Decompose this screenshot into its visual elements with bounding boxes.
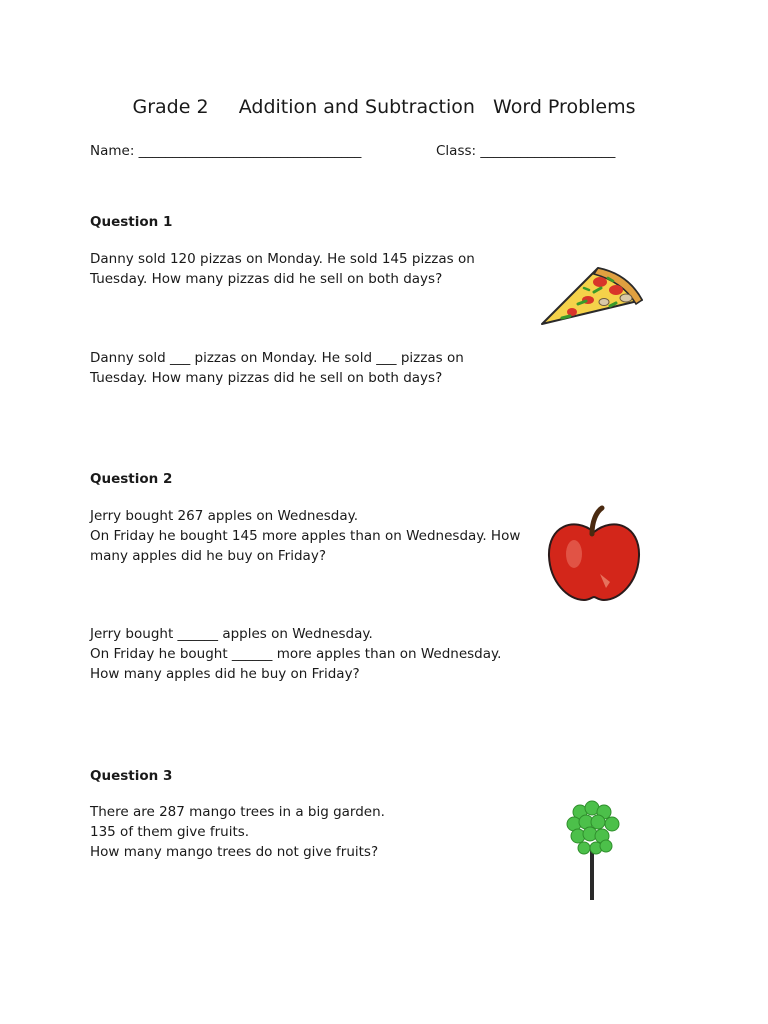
apple-icon — [544, 504, 644, 604]
problem-line: 135 of them give fruits. — [90, 824, 250, 840]
template-line: How many apples did he buy on Friday? — [90, 666, 360, 682]
question-3-heading: Question 3 — [90, 768, 173, 784]
template-line: Jerry bought ______ apples on Wednesday. — [90, 626, 373, 642]
question-3-problem — [90, 802, 385, 862]
question-1-problem — [90, 249, 475, 289]
name-field[interactable]: Name: _________________________________ — [90, 143, 362, 159]
problem-line: There are 287 mango trees in a big garden. — [90, 804, 385, 820]
question-2-template — [90, 624, 501, 684]
pizza-slice-icon — [538, 260, 648, 330]
template-line: Tuesday. How many pizzas did he sell on both days? — [90, 370, 443, 386]
question-1-heading: Question 1 — [90, 214, 173, 230]
problem-line: Jerry bought 267 apples on Wednesday. — [90, 508, 359, 524]
question-1-template — [90, 348, 464, 388]
template-line: On Friday he bought ______ more apples than on Wednesday. — [90, 646, 502, 662]
problem-line: many apples did he buy on Friday? — [90, 548, 326, 564]
question-2-heading: Question 2 — [90, 471, 173, 487]
template-line: Danny sold ___ pizzas on Monday. He sold ___ pizzas on — [90, 350, 464, 366]
problem-line: Danny sold 120 pizzas on Monday. He sold 145 pizzas on — [90, 251, 475, 267]
problem-line: Tuesday. How many pizzas did he sell on both days? — [90, 271, 443, 287]
problem-line: How many mango trees do not give fruits? — [90, 844, 379, 860]
worksheet-title: Grade 2 Addition and Subtraction Word Problems — [132, 96, 636, 118]
class-field[interactable]: Class: ____________________ — [436, 143, 616, 159]
problem-line: On Friday he bought 145 more apples than on Wednesday. How — [90, 528, 521, 544]
question-2-problem — [90, 506, 520, 566]
tree-icon — [560, 798, 626, 904]
